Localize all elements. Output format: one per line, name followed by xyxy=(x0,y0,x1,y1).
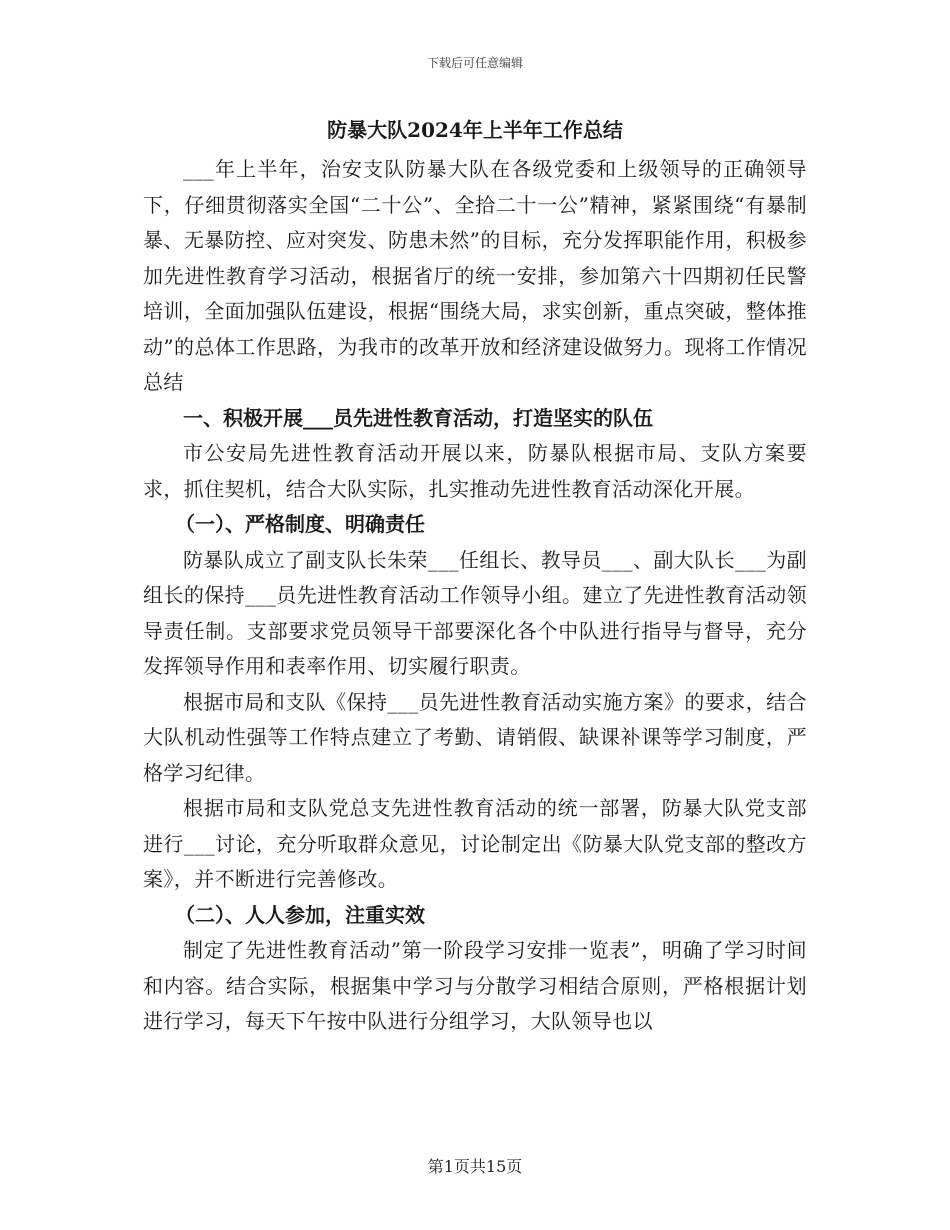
paragraph: 制定了先进性教育活动”第一阶段学习安排一览表”，明确了学习时间和内容。结合实际，根据集中学习与分散学习相结合原则，严格根据计划进行学习，每天下午按中队进行分组学习，大队领导也以 xyxy=(143,938,807,1033)
document-title: 防暴大队2024年上半年工作总结 xyxy=(327,118,623,142)
paragraph: 防暴队成立了副支队长朱荣___任组长、教导员___、副大队长___为副组长的保持___员先进性教育活动工作领导小组。建立了先进性教育活动领导责任制。支部要求党员领导干部要深化各个中队进行指导与督导，充分发挥领导作用和表率作用、切实履行职责。 xyxy=(143,547,807,678)
header-note: 下载后可任意编辑 xyxy=(426,56,523,70)
subsection-heading: （一）、严格制度、明确责任 xyxy=(175,512,425,536)
document-body xyxy=(143,152,807,1040)
section-heading: 一、积极开展___员先进性教育活动，打造坚实的队伍 xyxy=(183,405,653,430)
paragraph: 根据市局和支队《保持___员先进性教育活动实施方案》的要求，结合大队机动性强等工作特点建立了考勤、请销假、缺课补课等学习制度，严格学习纪律。 xyxy=(143,689,807,785)
paragraph: 市公安局先进性教育活动开展以来，防暴队根据市局、支队方案要求，抓住契机，结合大队实际，扎实推动先进性教育活动深化开展。 xyxy=(143,441,807,501)
page-footer: 第1页共15页 xyxy=(427,1157,523,1176)
paragraph: ___年上半年，治安支队防暴大队在各级党委和上级领导的正确领导下，仔细贯彻落实全国“二十公”、全拾二十一公”精神，紧紧围绕“有暴制暴、无暴防控、应对突发、防患未然”的目标，充分发挥职能作用，积极参加先进性教育学习活动，根据省厅的统一安排，参加第六十四期初任民警培训，全面加强队伍建设，根据“围绕大局，求实创新，重点突破，整体推动”的总体工作思路，为我市的改革开放和经济建设做努力。现将工作情况总结 xyxy=(143,157,807,394)
paragraph: 根据市局和支队党总支先进性教育活动的统一部署，防暴大队党支部进行___讨论，充分听取群众意见，讨论制定出《防暴大队党支部的整改方案》，并不断进行完善修改。 xyxy=(143,796,807,891)
subsection-heading: （二）、人人参加，注重实效 xyxy=(175,902,425,927)
